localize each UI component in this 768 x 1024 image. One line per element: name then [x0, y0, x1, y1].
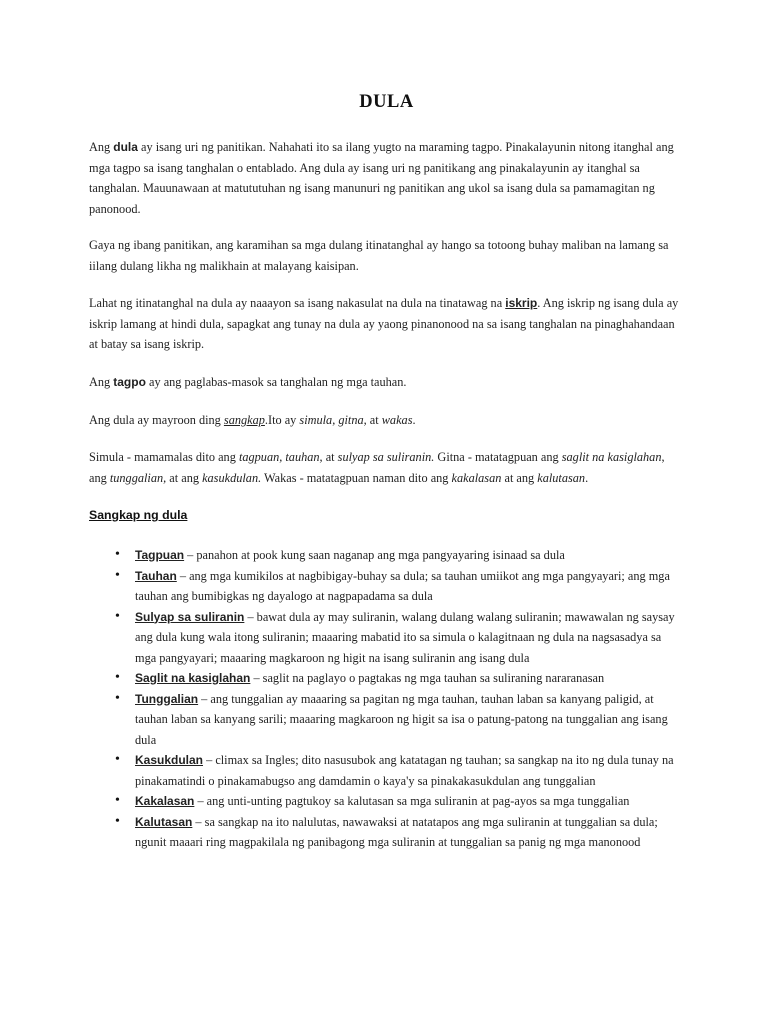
- list-item: [89, 689, 684, 751]
- list-item: [89, 791, 684, 812]
- list-desc: – climax sa Ingles; dito nasusubok ang katatagan ng tauhan; sa sangkap na ito ng dula tunay na pinakamatindi o pinakamabugso ang damdamin o kaya'y sa pinakakasukdulan ang tunggalian: [135, 753, 674, 788]
- paragraph-text: Ang dula ay mayroon ding: [89, 413, 224, 427]
- term-kalutasan: kalutasan: [537, 470, 586, 485]
- paragraph-text: , ang: [89, 450, 665, 485]
- paragraph-text: .: [412, 413, 416, 427]
- list-item: [89, 668, 684, 689]
- term-tunggalian: tunggalian,: [109, 470, 167, 485]
- paragraph-text: .Ito ay: [264, 413, 300, 427]
- document-title: DULA: [359, 92, 414, 112]
- term-sulyap: sulyap sa suliranin.: [337, 450, 435, 464]
- sangkap-list: [89, 545, 684, 853]
- bullet-icon: •: [115, 670, 120, 685]
- bullet-icon: •: [115, 793, 120, 808]
- paragraph-text: Ang: [89, 140, 114, 154]
- term-kasukdulan: kasukdulan.: [202, 470, 262, 485]
- list-desc: – ang mga kumikilos at nagbibigay-buhay sa dula; sa tauhan umiikot ang mga pangyayari; ang mga tauhan ang bumibigkas ng dayalogo at nagpapadama sa dula: [135, 568, 670, 603]
- paragraph-text: Lahat ng itinatanghal na dula ay naaayon sa isang nakasulat na dula na tinatawag na: [89, 296, 506, 310]
- list-item: [89, 607, 684, 669]
- term-dula: dula: [113, 140, 138, 154]
- section-heading: Sangkap ng dula: [89, 508, 188, 522]
- term-tagpo: tagpo: [113, 375, 146, 389]
- paragraph-text: at: [322, 450, 338, 464]
- term-iskrip: iskrip: [505, 296, 538, 310]
- list-item: [89, 545, 684, 566]
- list-desc: – ang tunggalian ay maaaring sa pagitan ng mga tauhan, tauhan laban sa kanyang paligid, at tauhan laban sa kanyang sarili; maaaring magkaroon ng higit sa isa o patung-patong na tunggalian ang isang dula: [135, 691, 668, 747]
- paragraph-intro: [89, 137, 684, 219]
- list-term: Tagpuan: [135, 548, 185, 562]
- term-sangkap: sangkap: [223, 413, 265, 427]
- term-tagpuan-tauhan: tagpuan, tauhan,: [238, 450, 323, 464]
- list-term: Tunggalian: [135, 691, 199, 706]
- bullet-icon: •: [115, 813, 120, 829]
- list-desc: – sa sangkap na ito nalulutas, nawawaksi at natatapos ang mga suliranin at tunggalian sa dula; ngunit maaari ring magpakilala ng panibagong mga suliranin at tunggalian sa panig ng mga manonood: [135, 814, 658, 849]
- paragraph-panitikan: Gaya ng ibang panitikan, ang karamihan sa mga dulang itinatanghal ay hango sa totoong buhay maliban na lamang sa iilang dulang likha ng malikhain at malayang kaisipan.: [89, 238, 669, 273]
- paragraph-text: Ang: [89, 375, 114, 389]
- paragraph-text: .: [585, 470, 589, 485]
- paragraph-text: at: [366, 413, 382, 427]
- paragraph-sangkap: [89, 410, 684, 431]
- list-item: [89, 812, 684, 853]
- term-wakas: wakas: [381, 413, 413, 427]
- term-simula-gitna: simula, gitna,: [299, 413, 367, 427]
- list-desc: – panahon at pook kung saan naganap ang mga pangyayaring isinaad sa dula: [184, 548, 565, 562]
- list-term: Kasukdulan: [135, 753, 204, 767]
- paragraph-bahagi: [89, 447, 684, 488]
- list-desc: – bawat dula ay may suliranin, walang dulang walang suliranin; mawawalan ng saysay ang dula kung wala itong suliranin; maaaring mabatid ito sa simula o kalagitnaan ng dula na nagsasadya sa mga pangyayari; maaaring magkaroon ng higit na isang suliranin ang isang dula: [135, 609, 675, 665]
- paragraph-tagpo: [89, 372, 684, 393]
- paragraph-text: Simula - mamamalas dito ang: [89, 450, 239, 464]
- paragraph-text: at ang: [166, 470, 203, 485]
- bullet-icon: •: [115, 690, 120, 706]
- list-term: Kakalasan: [135, 794, 195, 808]
- bullet-icon: •: [115, 608, 120, 624]
- paragraph-text: ay ang paglabas-masok sa tanghalan ng mga tauhan.: [145, 375, 407, 389]
- list-desc: – saglit na paglayo o pagtakas ng mga tauhan sa suliraning nararanasan: [250, 671, 605, 685]
- list-item: [89, 750, 684, 791]
- bullet-icon: •: [115, 567, 120, 583]
- bullet-icon: •: [115, 547, 120, 562]
- term-kakalasan: kakalasan: [451, 470, 502, 485]
- paragraph-text: ay isang uri ng panitikan. Nahahati ito sa ilang yugto na maraming tagpo. Pinakalayunin nitong itanghal ang mga tagpo sa isang tanghalan o entablado. Ang dula ay isang uri ng panitikang ang pinakalayunin ay itanghal sa tanghalan. Mauunawaan at matututuhan ng isang manunuri ng panitikan ang ukol sa isang dula sa pamamagitan ng panonood.: [89, 140, 674, 216]
- term-saglit: saglit na kasiglahan: [561, 450, 662, 464]
- list-term: Sulyap sa suliranin: [135, 609, 245, 624]
- paragraph-text: . Ang iskrip ng isang dula ay iskrip lamang at hindi dula, sapagkat ang tunay na dula ay yaong pinanonood na sa isang tanghalan na pinaghahandaan at batay sa isang iskrip.: [89, 296, 679, 351]
- list-item: [89, 566, 684, 607]
- paragraph-text: Gitna - matatagpuan ang: [434, 450, 562, 464]
- list-term: Tauhan: [135, 568, 177, 583]
- list-desc: – ang unti-unting pagtukoy sa kalutasan sa mga suliranin at pag-ayos sa mga tunggalian: [194, 794, 630, 808]
- paragraph-iskrip: [89, 293, 684, 355]
- list-term: Saglit na kasiglahan: [135, 671, 251, 685]
- paragraph-text: Wakas - matatagpuan naman dito ang: [261, 470, 452, 485]
- paragraph-text: at ang: [501, 470, 538, 485]
- list-term: Kalutasan: [135, 814, 193, 829]
- bullet-icon: •: [115, 752, 120, 767]
